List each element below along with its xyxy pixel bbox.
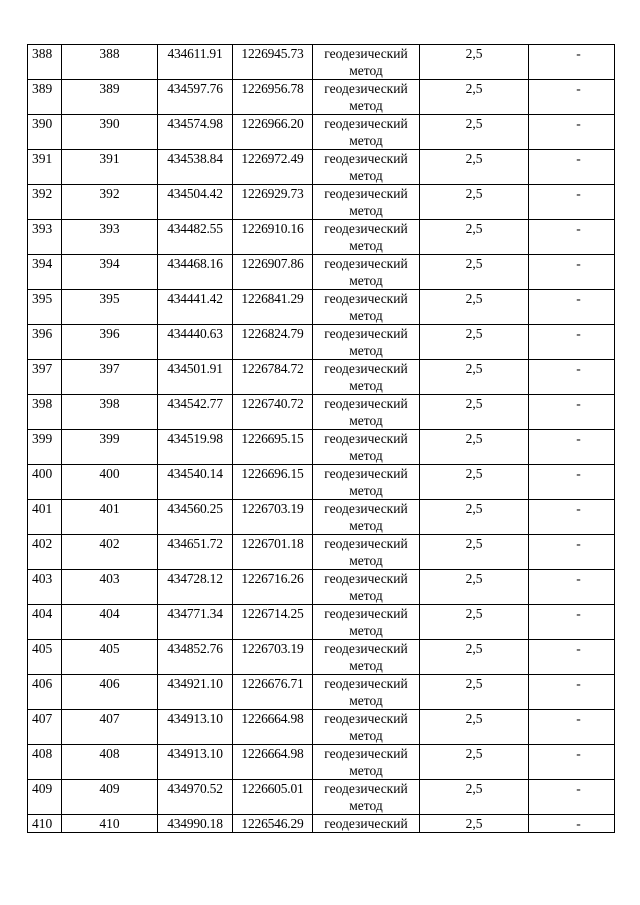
method-line: геодезический	[324, 81, 408, 96]
method-cell	[313, 535, 420, 570]
row-number-cell: 410	[28, 815, 62, 833]
accuracy-cell: 2,5	[420, 535, 529, 570]
method-line: метод	[349, 623, 383, 638]
method-cell	[313, 395, 420, 430]
method-line: геодезический	[324, 256, 408, 271]
y-coordinate-cell: 1226546.29	[233, 815, 313, 833]
x-coordinate-cell: 434519.98	[158, 430, 233, 465]
y-coordinate-cell: 1226841.29	[233, 290, 313, 325]
description-text: -	[576, 291, 581, 306]
x-coordinate-cell: 434913.10	[158, 745, 233, 780]
method-cell	[313, 465, 420, 500]
table-row	[28, 255, 615, 290]
row-number-cell: 392	[28, 185, 62, 220]
method-line: метод	[349, 133, 383, 148]
point-number-cell: 403	[62, 570, 158, 605]
description-cell	[529, 465, 615, 500]
y-coordinate-cell: 1226714.25	[233, 605, 313, 640]
table-row	[28, 535, 615, 570]
method-cell	[313, 430, 420, 465]
accuracy-cell: 2,5	[420, 325, 529, 360]
y-coordinate-cell: 1226907.86	[233, 255, 313, 290]
description-text: -	[576, 676, 581, 691]
method-cell	[313, 150, 420, 185]
x-coordinate-cell: 434542.77	[158, 395, 233, 430]
accuracy-cell: 2,5	[420, 465, 529, 500]
method-line: геодезический	[324, 466, 408, 481]
method-line: метод	[349, 308, 383, 323]
method-line: метод	[349, 168, 383, 183]
table-row	[28, 80, 615, 115]
accuracy-cell: 2,5	[420, 185, 529, 220]
description-text: -	[576, 81, 581, 96]
point-number-cell: 394	[62, 255, 158, 290]
method-line: метод	[349, 273, 383, 288]
description-text: -	[576, 641, 581, 656]
y-coordinate-cell: 1226824.79	[233, 325, 313, 360]
method-cell	[313, 185, 420, 220]
y-coordinate-cell: 1226703.19	[233, 500, 313, 535]
method-line: метод	[349, 518, 383, 533]
method-cell	[313, 220, 420, 255]
table-row	[28, 570, 615, 605]
point-number-cell: 408	[62, 745, 158, 780]
y-coordinate-cell: 1226956.78	[233, 80, 313, 115]
description-text: -	[576, 46, 581, 61]
point-number-cell: 392	[62, 185, 158, 220]
method-line: метод	[349, 763, 383, 778]
description-text: -	[576, 256, 581, 271]
x-coordinate-cell: 434990.18	[158, 815, 233, 833]
description-cell	[529, 360, 615, 395]
point-number-cell: 407	[62, 710, 158, 745]
point-number-cell: 409	[62, 780, 158, 815]
row-number-cell: 402	[28, 535, 62, 570]
description-cell	[529, 80, 615, 115]
description-text: -	[576, 606, 581, 621]
table-row	[28, 605, 615, 640]
method-line: геодезический	[324, 711, 408, 726]
description-text: -	[576, 711, 581, 726]
row-number-cell: 396	[28, 325, 62, 360]
accuracy-cell: 2,5	[420, 430, 529, 465]
x-coordinate-cell: 434852.76	[158, 640, 233, 675]
description-text: -	[576, 116, 581, 131]
description-text: -	[576, 186, 581, 201]
point-number-cell: 405	[62, 640, 158, 675]
description-text: -	[576, 326, 581, 341]
method-line: геодезический	[324, 571, 408, 586]
method-line: метод	[349, 378, 383, 393]
description-cell	[529, 150, 615, 185]
point-number-cell: 399	[62, 430, 158, 465]
method-cell	[313, 45, 420, 80]
description-text: -	[576, 221, 581, 236]
row-number-cell: 408	[28, 745, 62, 780]
description-cell	[529, 255, 615, 290]
row-number-cell: 389	[28, 80, 62, 115]
accuracy-cell: 2,5	[420, 780, 529, 815]
method-cell	[313, 255, 420, 290]
row-number-cell: 391	[28, 150, 62, 185]
description-cell	[529, 185, 615, 220]
description-cell	[529, 780, 615, 815]
method-line: геодезический	[324, 501, 408, 516]
description-cell	[529, 605, 615, 640]
method-cell	[313, 605, 420, 640]
table-row	[28, 465, 615, 500]
x-coordinate-cell: 434501.91	[158, 360, 233, 395]
description-cell	[529, 395, 615, 430]
y-coordinate-cell: 1226701.18	[233, 535, 313, 570]
x-coordinate-cell: 434771.34	[158, 605, 233, 640]
row-number-cell: 398	[28, 395, 62, 430]
table-row	[28, 500, 615, 535]
point-number-cell: 402	[62, 535, 158, 570]
method-line: геодезический	[324, 221, 408, 236]
x-coordinate-cell: 434574.98	[158, 115, 233, 150]
table-row	[28, 45, 615, 80]
description-text: -	[576, 431, 581, 446]
x-coordinate-cell: 434468.16	[158, 255, 233, 290]
description-cell	[529, 290, 615, 325]
x-coordinate-cell: 434913.10	[158, 710, 233, 745]
y-coordinate-cell: 1226664.98	[233, 710, 313, 745]
coordinates-table	[27, 44, 615, 833]
accuracy-cell: 2,5	[420, 815, 529, 833]
method-line: геодезический	[324, 746, 408, 761]
row-number-cell: 393	[28, 220, 62, 255]
method-line: геодезический	[324, 816, 408, 831]
accuracy-cell: 2,5	[420, 80, 529, 115]
row-number-cell: 404	[28, 605, 62, 640]
method-cell	[313, 290, 420, 325]
point-number-cell: 395	[62, 290, 158, 325]
description-cell	[529, 430, 615, 465]
y-coordinate-cell: 1226929.73	[233, 185, 313, 220]
description-cell	[529, 45, 615, 80]
table-row	[28, 675, 615, 710]
method-line: метод	[349, 553, 383, 568]
method-line: геодезический	[324, 116, 408, 131]
x-coordinate-cell: 434538.84	[158, 150, 233, 185]
table-row	[28, 640, 615, 675]
method-cell	[313, 80, 420, 115]
row-number-cell: 390	[28, 115, 62, 150]
accuracy-cell: 2,5	[420, 220, 529, 255]
description-text: -	[576, 396, 581, 411]
x-coordinate-cell: 434560.25	[158, 500, 233, 535]
x-coordinate-cell: 434597.76	[158, 80, 233, 115]
method-cell	[313, 745, 420, 780]
table-body	[28, 45, 615, 833]
method-cell	[313, 325, 420, 360]
method-cell	[313, 815, 420, 833]
method-cell	[313, 115, 420, 150]
method-line: метод	[349, 693, 383, 708]
point-number-cell: 401	[62, 500, 158, 535]
method-cell	[313, 570, 420, 605]
x-coordinate-cell: 434611.91	[158, 45, 233, 80]
row-number-cell: 405	[28, 640, 62, 675]
table-row	[28, 745, 615, 780]
accuracy-cell: 2,5	[420, 45, 529, 80]
description-cell	[529, 640, 615, 675]
description-text: -	[576, 361, 581, 376]
accuracy-cell: 2,5	[420, 640, 529, 675]
point-number-cell: 393	[62, 220, 158, 255]
y-coordinate-cell: 1226910.16	[233, 220, 313, 255]
method-cell	[313, 710, 420, 745]
row-number-cell: 388	[28, 45, 62, 80]
x-coordinate-cell: 434440.63	[158, 325, 233, 360]
method-line: метод	[349, 483, 383, 498]
method-line: геодезический	[324, 46, 408, 61]
description-text: -	[576, 781, 581, 796]
y-coordinate-cell: 1226716.26	[233, 570, 313, 605]
point-number-cell: 391	[62, 150, 158, 185]
y-coordinate-cell: 1226972.49	[233, 150, 313, 185]
row-number-cell: 409	[28, 780, 62, 815]
method-line: геодезический	[324, 676, 408, 691]
y-coordinate-cell: 1226605.01	[233, 780, 313, 815]
accuracy-cell: 2,5	[420, 255, 529, 290]
description-cell	[529, 115, 615, 150]
description-text: -	[576, 151, 581, 166]
method-line: метод	[349, 98, 383, 113]
accuracy-cell: 2,5	[420, 115, 529, 150]
method-line: метод	[349, 448, 383, 463]
method-line: метод	[349, 343, 383, 358]
row-number-cell: 395	[28, 290, 62, 325]
method-line: метод	[349, 798, 383, 813]
table-row	[28, 710, 615, 745]
point-number-cell: 388	[62, 45, 158, 80]
x-coordinate-cell: 434970.52	[158, 780, 233, 815]
table-row	[28, 360, 615, 395]
table-row	[28, 220, 615, 255]
description-text: -	[576, 746, 581, 761]
y-coordinate-cell: 1226703.19	[233, 640, 313, 675]
method-line: метод	[349, 203, 383, 218]
table-row	[28, 115, 615, 150]
table-row	[28, 815, 615, 833]
method-cell	[313, 360, 420, 395]
row-number-cell: 401	[28, 500, 62, 535]
accuracy-cell: 2,5	[420, 745, 529, 780]
description-text: -	[576, 466, 581, 481]
y-coordinate-cell: 1226696.15	[233, 465, 313, 500]
accuracy-cell: 2,5	[420, 570, 529, 605]
accuracy-cell: 2,5	[420, 605, 529, 640]
method-line: метод	[349, 413, 383, 428]
y-coordinate-cell: 1226966.20	[233, 115, 313, 150]
description-text: -	[576, 571, 581, 586]
x-coordinate-cell: 434482.55	[158, 220, 233, 255]
description-text: -	[576, 816, 581, 831]
y-coordinate-cell: 1226740.72	[233, 395, 313, 430]
accuracy-cell: 2,5	[420, 360, 529, 395]
method-line: геодезический	[324, 361, 408, 376]
point-number-cell: 398	[62, 395, 158, 430]
y-coordinate-cell: 1226695.15	[233, 430, 313, 465]
accuracy-cell: 2,5	[420, 395, 529, 430]
x-coordinate-cell: 434728.12	[158, 570, 233, 605]
x-coordinate-cell: 434540.14	[158, 465, 233, 500]
table-row	[28, 395, 615, 430]
y-coordinate-cell: 1226664.98	[233, 745, 313, 780]
description-cell	[529, 325, 615, 360]
description-cell	[529, 570, 615, 605]
method-line: метод	[349, 658, 383, 673]
method-cell	[313, 640, 420, 675]
table-row	[28, 430, 615, 465]
description-cell	[529, 815, 615, 833]
method-line: метод	[349, 728, 383, 743]
y-coordinate-cell: 1226676.71	[233, 675, 313, 710]
method-cell	[313, 675, 420, 710]
row-number-cell: 399	[28, 430, 62, 465]
point-number-cell: 397	[62, 360, 158, 395]
point-number-cell: 389	[62, 80, 158, 115]
y-coordinate-cell: 1226784.72	[233, 360, 313, 395]
description-cell	[529, 535, 615, 570]
row-number-cell: 400	[28, 465, 62, 500]
table-row	[28, 325, 615, 360]
accuracy-cell: 2,5	[420, 290, 529, 325]
x-coordinate-cell: 434651.72	[158, 535, 233, 570]
description-cell	[529, 675, 615, 710]
method-line: геодезический	[324, 536, 408, 551]
method-line: геодезический	[324, 326, 408, 341]
row-number-cell: 397	[28, 360, 62, 395]
method-line: геодезический	[324, 781, 408, 796]
point-number-cell: 400	[62, 465, 158, 500]
point-number-cell: 410	[62, 815, 158, 833]
method-line: геодезический	[324, 151, 408, 166]
accuracy-cell: 2,5	[420, 150, 529, 185]
table-row	[28, 290, 615, 325]
method-line: геодезический	[324, 606, 408, 621]
accuracy-cell: 2,5	[420, 500, 529, 535]
description-cell	[529, 745, 615, 780]
point-number-cell: 390	[62, 115, 158, 150]
accuracy-cell: 2,5	[420, 675, 529, 710]
row-number-cell: 406	[28, 675, 62, 710]
description-text: -	[576, 501, 581, 516]
table-row	[28, 780, 615, 815]
description-cell	[529, 500, 615, 535]
table-row	[28, 185, 615, 220]
method-line: геодезический	[324, 641, 408, 656]
method-line: геодезический	[324, 431, 408, 446]
y-coordinate-cell: 1226945.73	[233, 45, 313, 80]
method-line: метод	[349, 63, 383, 78]
x-coordinate-cell: 434441.42	[158, 290, 233, 325]
method-line: геодезический	[324, 396, 408, 411]
description-text: -	[576, 536, 581, 551]
accuracy-cell: 2,5	[420, 710, 529, 745]
point-number-cell: 406	[62, 675, 158, 710]
row-number-cell: 394	[28, 255, 62, 290]
method-cell	[313, 780, 420, 815]
point-number-cell: 396	[62, 325, 158, 360]
method-line: геодезический	[324, 291, 408, 306]
method-line: геодезический	[324, 186, 408, 201]
x-coordinate-cell: 434504.42	[158, 185, 233, 220]
row-number-cell: 407	[28, 710, 62, 745]
method-line: метод	[349, 238, 383, 253]
point-number-cell: 404	[62, 605, 158, 640]
description-cell	[529, 710, 615, 745]
description-cell	[529, 220, 615, 255]
method-line: метод	[349, 588, 383, 603]
table-row	[28, 150, 615, 185]
method-cell	[313, 500, 420, 535]
row-number-cell: 403	[28, 570, 62, 605]
x-coordinate-cell: 434921.10	[158, 675, 233, 710]
